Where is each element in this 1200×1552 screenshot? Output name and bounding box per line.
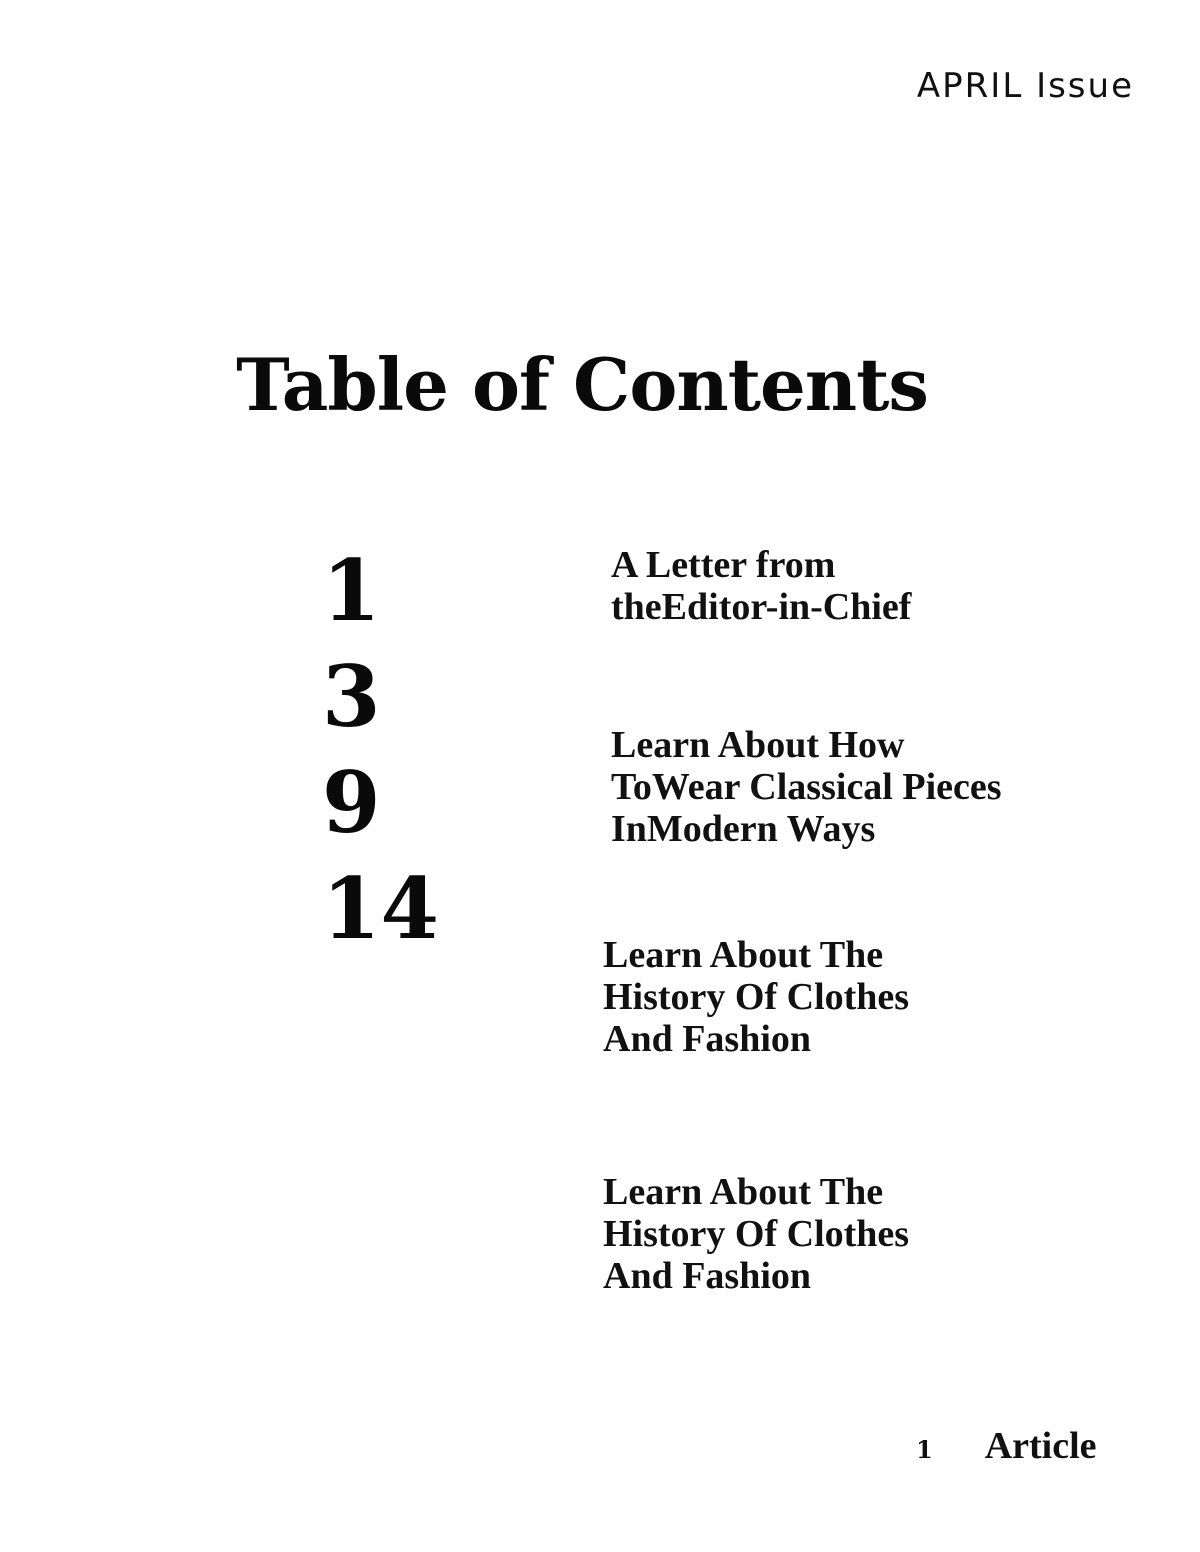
toc-entry[interactable] [603,1171,1063,1297]
toc-entry-line: Learn About How [611,724,905,766]
page-number-list [322,538,439,962]
toc-entry-line: theEditor-in-Chief [611,586,912,628]
toc-entry[interactable] [611,544,1071,628]
toc-entry-line: A Letter from [611,544,836,586]
page-footer [916,1424,1097,1468]
toc-entry[interactable] [603,934,1063,1060]
issue-label: APRIL Issue [916,66,1134,106]
toc-entry-line: Learn About The [603,1171,884,1213]
toc-entry-line: InModern Ways [611,808,876,850]
page-number: 14 [322,859,439,958]
toc-entry-line: And Fashion [603,1255,812,1297]
toc-entry-line: And Fashion [603,1018,812,1060]
page-title: Table of Contents [236,342,928,427]
toc-entry[interactable] [611,724,1071,850]
page-number: 9 [322,753,381,852]
footer-page-number: 1 [916,1435,933,1464]
toc-entry-line: ToWear Classical Pieces [611,766,1002,808]
page-number: 1 [322,541,381,640]
page-number: 3 [322,647,381,746]
toc-entry-line: Learn About The [603,934,884,976]
footer-section-label: Article [984,1425,1097,1467]
toc-entry-line: History Of Clothes [603,976,910,1018]
toc-entry-line: History Of Clothes [603,1213,910,1255]
